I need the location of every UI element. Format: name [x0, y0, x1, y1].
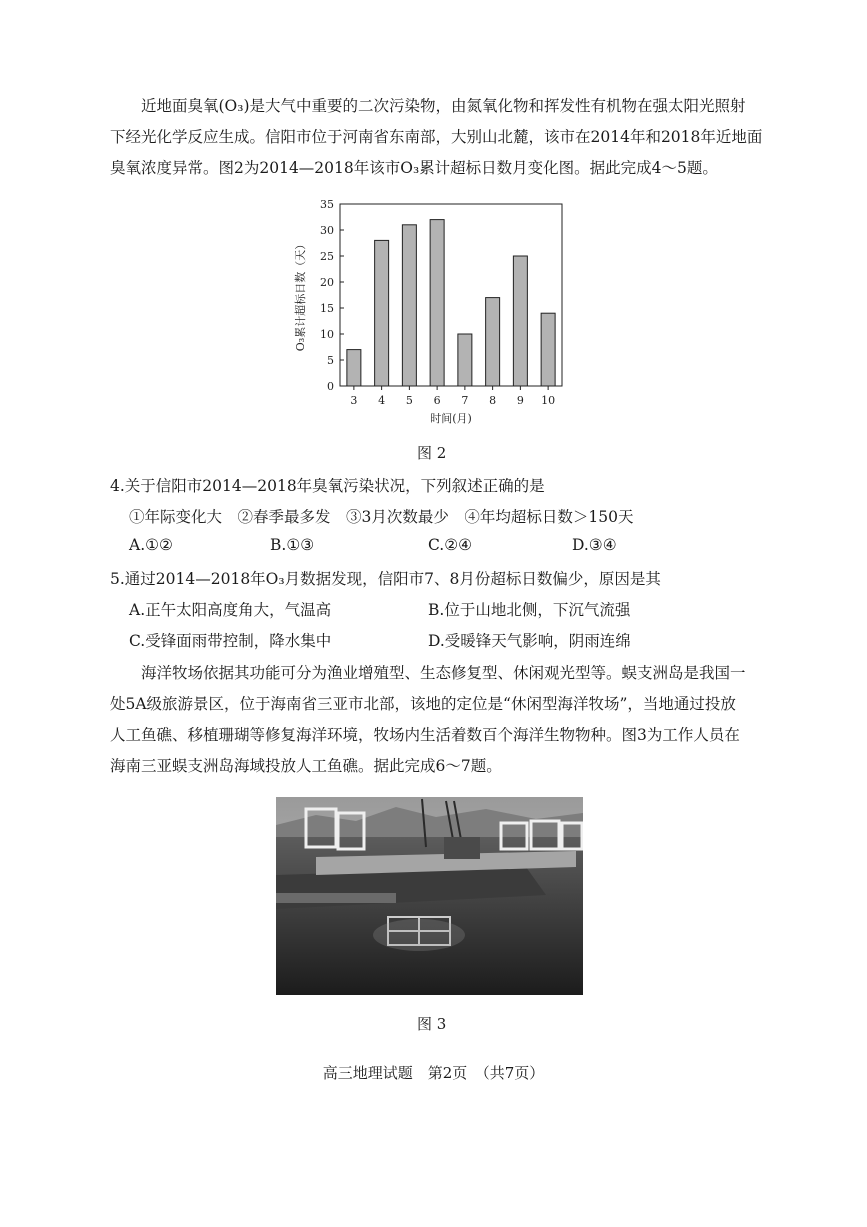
q5-stem: 5.通过2014—2018年O₃月数据发现，信阳市7、8月份超标日数偏少，原因是其 [110, 570, 661, 588]
plot-frame [340, 204, 562, 386]
x-tick-label: 4 [378, 394, 386, 407]
bar-month-8 [486, 298, 500, 386]
bar-month-10 [541, 313, 555, 386]
q5-option-c: C.受锋面雨带控制，降水集中 [129, 632, 332, 650]
passage2-line-1: 海洋牧场依据其功能可分为渔业增殖型、生态修复型、休闲观光型等。蜈支洲岛是我国一 [141, 664, 746, 682]
y-tick-label: 0 [327, 380, 334, 393]
x-tick-label: 10 [541, 394, 556, 407]
y-tick-label: 25 [320, 250, 334, 263]
y-tick-label: 30 [320, 224, 334, 237]
bar-month-5 [402, 225, 416, 386]
q4-option-c: C.②④ [428, 536, 473, 554]
figure3-caption: 图 3 [417, 1015, 447, 1033]
bar-month-3 [347, 350, 361, 386]
passage2-line-3: 人工鱼礁、移植珊瑚等修复海洋环境，牧场内生活着数百个海洋生物物种。图3为工作人员在 [110, 726, 740, 744]
q4-option-d: D.③④ [572, 536, 617, 554]
x-tick-label: 9 [516, 394, 524, 407]
y-tick-label: 5 [327, 354, 334, 367]
ozone-bar-chart [290, 196, 580, 436]
passage2-line-2: 处5A级旅游景区，位于海南省三亚市北部，该地的定位是“休闲型海洋牧场”，当地通过投放 [110, 695, 736, 713]
x-tick-label: 3 [350, 394, 358, 407]
y-axis-label: O₃累计超标日数（天） [294, 238, 307, 352]
bar-month-7 [458, 334, 472, 386]
q4-statements: ①年际变化大 ②春季最多发 ③3月次数最少 ④年均超标日数＞150天 [129, 508, 634, 526]
x-tick-label: 5 [405, 394, 413, 407]
q5-option-b: B.位于山地北侧，下沉气流强 [428, 601, 631, 619]
intro-line-1: 近地面臭氧(O₃)是大气中重要的二次污染物，由氮氧化物和挥发性有机物在强太阳光照射 [141, 97, 746, 115]
x-axis-label: 时间(月) [430, 412, 472, 425]
y-tick-label: 35 [320, 198, 334, 211]
q5-option-a: A.正午太阳高度角大，气温高 [129, 601, 332, 619]
page-footer: 高三地理试题 第2页 （共7页） [322, 1064, 545, 1082]
figure2-caption: 图 2 [417, 444, 447, 462]
q4-stem: 4.关于信阳市2014—2018年臭氧污染状况，下列叙述正确的是 [110, 477, 545, 495]
artificial-reef-photo [276, 797, 583, 995]
y-tick-label: 20 [320, 276, 334, 289]
q5-option-d: D.受暖锋天气影响，阴雨连绵 [428, 632, 631, 650]
intro-line-3: 臭氧浓度异常。图2为2014—2018年该市O₃累计超标日数月变化图。据此完成4～5题。 [110, 159, 718, 177]
x-tick-label: 8 [489, 394, 497, 407]
x-tick-label: 6 [433, 394, 441, 407]
q4-option-a: A.①② [129, 536, 173, 554]
q4-option-b: B.①③ [270, 536, 315, 554]
passage2-line-4: 海南三亚蜈支洲岛海域投放人工鱼礁。据此完成6～7题。 [110, 757, 502, 775]
intro-line-2: 下经光化学反应生成。信阳市位于河南省东南部，大别山北麓，该市在2014年和2018年近地面 [110, 128, 763, 146]
y-tick-label: 15 [320, 302, 334, 315]
bar-month-6 [430, 220, 444, 386]
y-tick-label: 10 [320, 328, 334, 341]
x-tick-label: 7 [461, 394, 469, 407]
bar-month-4 [375, 240, 389, 386]
bar-month-9 [513, 256, 527, 386]
